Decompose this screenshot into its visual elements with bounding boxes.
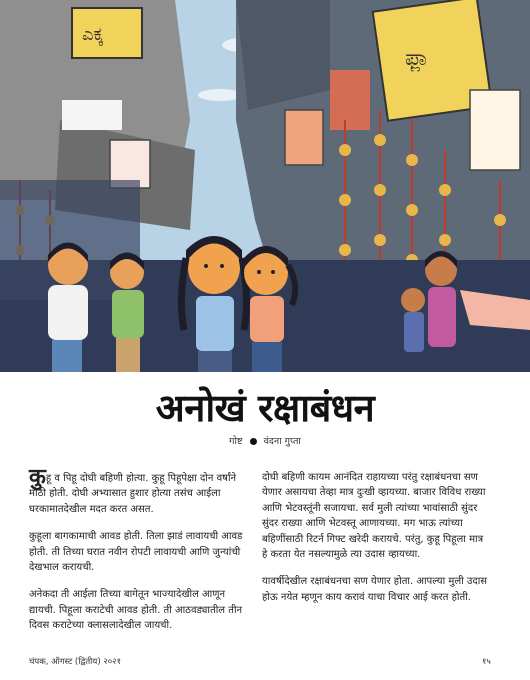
paragraph: कुहूला बागकामाची आवड होती. तिला झाडं लावायची आवड होती. ती तिच्या घरात नवीन रोपटी लावायची आणि जुन्यांची देखभाल करायची. [29, 531, 243, 574]
right-column [262, 470, 488, 617]
page-number: १५ [482, 657, 491, 667]
byline-label: गोष्ट [229, 436, 243, 447]
paragraph: अनेकदा ती आईला तिच्या बागेतून भाज्यादेखील आणून द्यायची. पिहूला कराटेची आवड होती. ती आठवड्यातील तीन दिवस कराटेच्या क्लासलादेखील जायची. [29, 589, 243, 632]
bullet-icon [250, 438, 257, 445]
footer-publication: चंपक, ऑगस्ट (द्वितीय) २०२१ [29, 657, 122, 667]
author-name: वंदना गुप्ता [263, 436, 301, 447]
left-column [29, 465, 255, 646]
svg-text:ಫ್ಲಾ: ಫ್ಲಾ [405, 46, 430, 71]
svg-text:ಎಕ್ಕ: ಎಕ್ಕ [82, 24, 104, 45]
paragraph: यावर्षीदेखील रक्षाबंधनचा सण येणार होता. आपल्या मुली उदास होऊ नयेत म्हणून काय करावं याचा विचार आई करत होती. [262, 576, 488, 603]
dropcap: कु [29, 465, 46, 490]
paragraph-text: हू व पिहू दोघी बहिणी होत्या. कुहू पिहूपेक्षा दोन वर्षांने मोठी होती. दोघी अभ्यासात हुशार होत्या तसंच आईला घरकामातदेखील मदत करत असत. [29, 473, 237, 515]
byline [0, 434, 530, 447]
paragraph [29, 465, 255, 517]
paragraph: दोघी बहिणी कायम आनंदित राहायच्या परंतु रक्षाबंधनचा सण येणार असायचा तेव्हा मात्र दुःखी व्हायच्या. बाजार विविध राख्या आणि भेटवस्तूंनी सजायचा. सर्व मुली त्यांच्या भावांसाठी सुंदर सुंदर राख्या आणि भेटवस्तू आणायच्या. मग भाऊ त्यांच्या बहिणींसाठी रिटर्न गिफ्ट खरेदी करायचे. परंतु, कुहू पिहूला मात्र हे करता येत नसल्यामुळे त्या उदास व्हायच्या. [262, 472, 486, 561]
article-title: अनोखं रक्षाबंधन [155, 386, 375, 430]
